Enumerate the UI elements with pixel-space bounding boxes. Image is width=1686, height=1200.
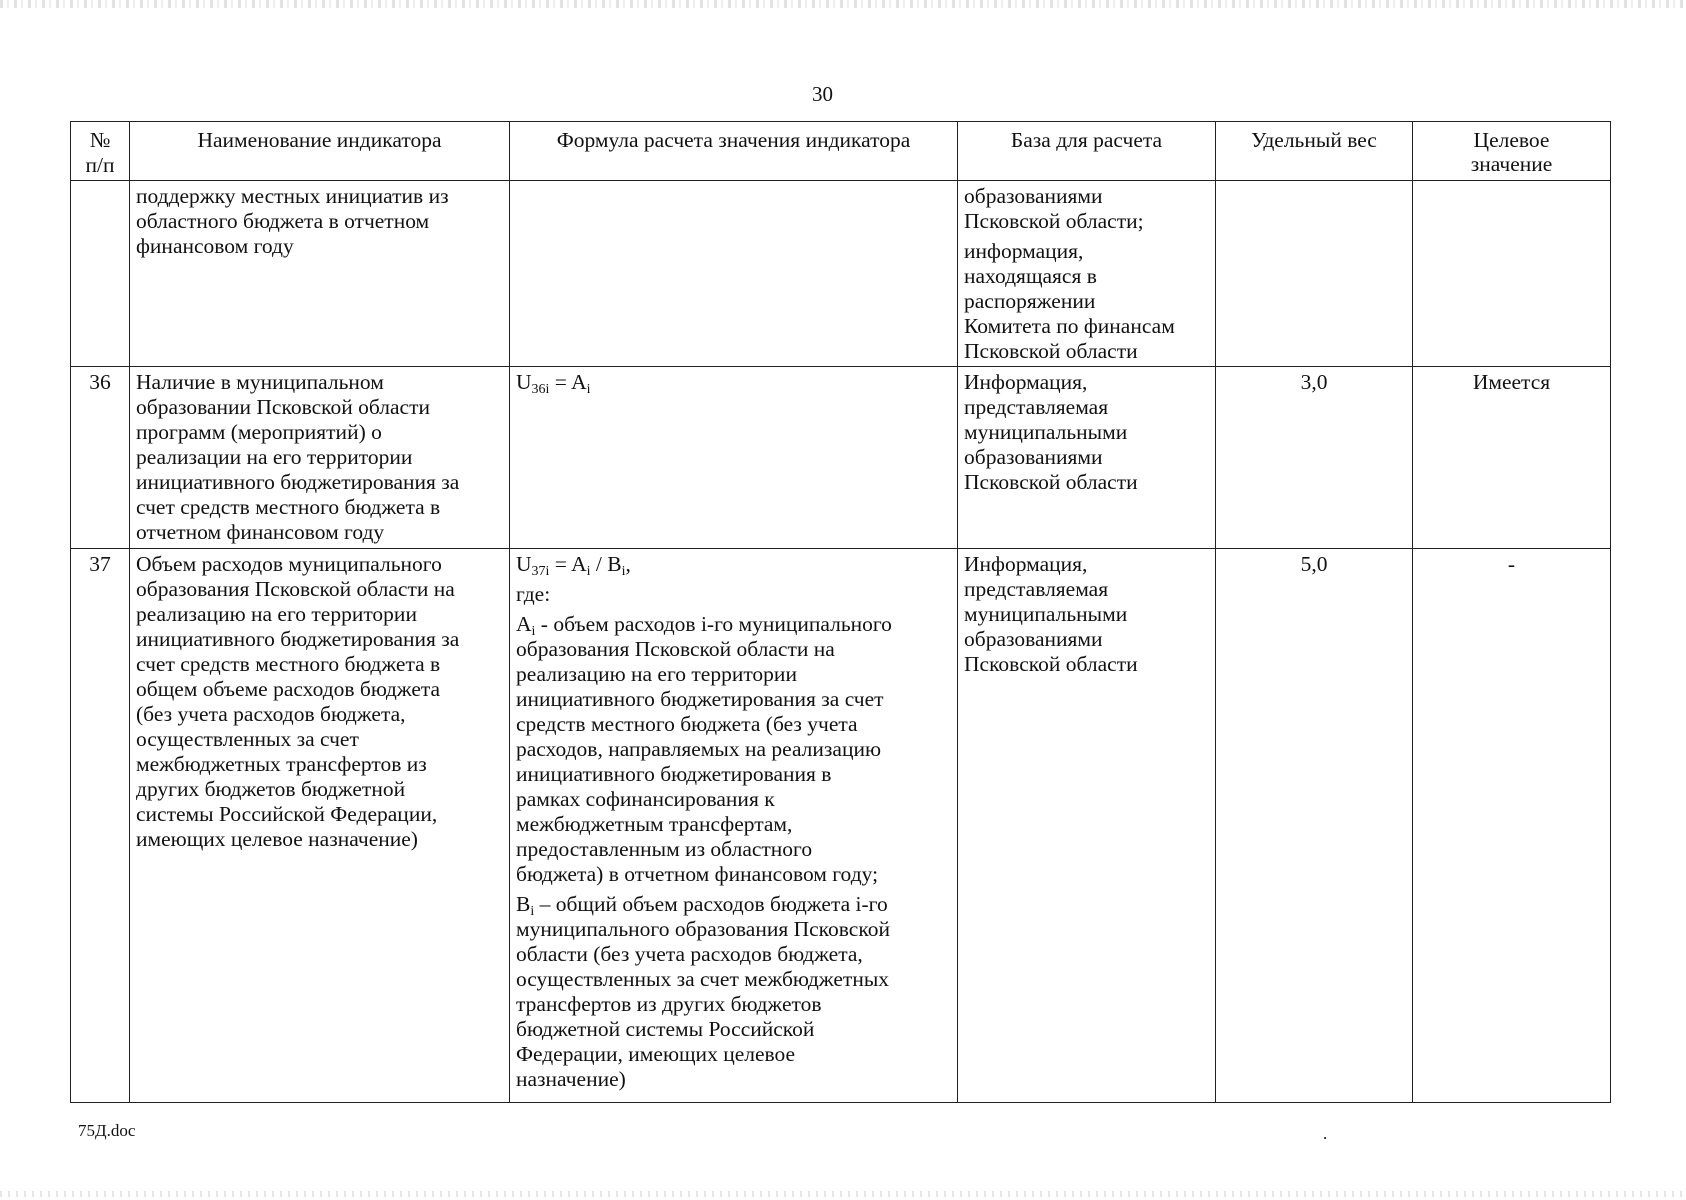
col-header-name: Наименование индикатора bbox=[130, 122, 510, 181]
indicator-name: Объем расходов муниципального образования Псковской области на реализацию на его территории инициативного бюджетирования за счет средств местного бюджета в общем объеме расходов бюджета (без учета расходов бюджета, осуществленных за счет межбюджетных трансфертов из других бюджетов бюджетной системы Российской Федерации, имеющих целевое назначение) bbox=[130, 549, 510, 1103]
indicator-weight: 3,0 bbox=[1216, 367, 1413, 549]
formula-text: / B bbox=[590, 552, 622, 576]
indicator-formula bbox=[510, 549, 958, 1103]
formula-subscript: 37i bbox=[531, 564, 550, 579]
formula-subscript: i bbox=[586, 564, 591, 579]
indicator-name: поддержку местных инициатив из областного бюджета в отчетном финансовом году bbox=[130, 181, 510, 367]
footer-filename: 75Д.doc bbox=[78, 1121, 136, 1140]
table-row bbox=[71, 181, 1611, 367]
indicator-weight bbox=[1216, 181, 1413, 367]
col-header-weight: Удельный вес bbox=[1216, 122, 1413, 181]
formula-subscript: i bbox=[531, 624, 536, 639]
table-row bbox=[71, 367, 1611, 549]
footer-mark: . bbox=[1323, 1124, 1328, 1143]
calculation-base-part: образованиями Псковской области; bbox=[964, 184, 1144, 233]
indicator-target bbox=[1413, 181, 1611, 367]
indicator-target: Имеется bbox=[1413, 367, 1611, 549]
formula-subscript: i bbox=[586, 382, 591, 397]
col-header-base: База для расчета bbox=[958, 122, 1216, 181]
formula-definition: - объем расходов i-го муниципального образования Псковской области на реализацию на его территории инициативного бюджетирования за счет средств местного бюджета (без учета расходов, направляемых на реализацию инициативного бюджетирования в рамках софинансирования к межбюджетным трансфертам, предоставленным из областного бюджета) в отчетном финансовом году; bbox=[516, 612, 892, 886]
table-header bbox=[71, 122, 1611, 181]
scan-edge-bottom bbox=[0, 1191, 1686, 1197]
formula-where: где: bbox=[516, 582, 551, 606]
col-header-formula: Формула расчета значения индикатора bbox=[510, 122, 958, 181]
formula-variable-a bbox=[516, 612, 951, 887]
formula-text: = A bbox=[549, 370, 587, 394]
indicator-table bbox=[70, 121, 1611, 1103]
page-number: 30 bbox=[812, 82, 833, 106]
formula-definition: – общий объем расходов бюджета i-го муниципального образования Псковской области (без учета расходов бюджета, осуществленных за счет межбюджетных трансфертов из других бюджетов бюджетной системы Российской Федерации, имеющих целевое назначение) bbox=[516, 892, 890, 1091]
calculation-base-part: информация, находящаяся в распоряжении Комитета по финансам Псковской области bbox=[964, 239, 1175, 363]
calculation-base bbox=[958, 181, 1216, 367]
formula-text: , bbox=[625, 552, 631, 576]
formula-text: = A bbox=[549, 552, 587, 576]
indicator-name: Наличие в муниципальном образовании Псковской области программ (мероприятий) о реализации на его территории инициативного бюджетирования за счет средств местного бюджета в отчетном финансовом году bbox=[130, 367, 510, 549]
row-number: 36 bbox=[71, 367, 130, 549]
formula-symbol: A bbox=[516, 612, 532, 636]
formula-subscript: i bbox=[530, 904, 535, 919]
scan-edge-top bbox=[0, 0, 1686, 8]
indicator-target: - bbox=[1413, 549, 1611, 1103]
row-number: 37 bbox=[71, 549, 130, 1103]
formula-symbol: U bbox=[516, 370, 532, 394]
indicator-weight: 5,0 bbox=[1216, 549, 1413, 1103]
formula-main bbox=[516, 552, 951, 577]
table-row bbox=[71, 549, 1611, 1103]
formula-symbol: U bbox=[516, 552, 532, 576]
calculation-base: Информация, представляемая муниципальными образованиями Псковской области bbox=[958, 367, 1216, 549]
row-number bbox=[71, 181, 130, 367]
calculation-base: Информация, представляемая муниципальными образованиями Псковской области bbox=[958, 549, 1216, 1103]
col-header-number: № п/п bbox=[71, 122, 130, 181]
formula-variable-b bbox=[516, 892, 951, 1092]
indicator-formula bbox=[510, 181, 958, 367]
col-header-target: Целевое значение bbox=[1413, 122, 1611, 181]
formula-symbol: B bbox=[516, 892, 531, 916]
indicator-formula bbox=[510, 367, 958, 549]
formula-subscript: 36i bbox=[531, 382, 550, 397]
formula-subscript: i bbox=[621, 564, 626, 579]
